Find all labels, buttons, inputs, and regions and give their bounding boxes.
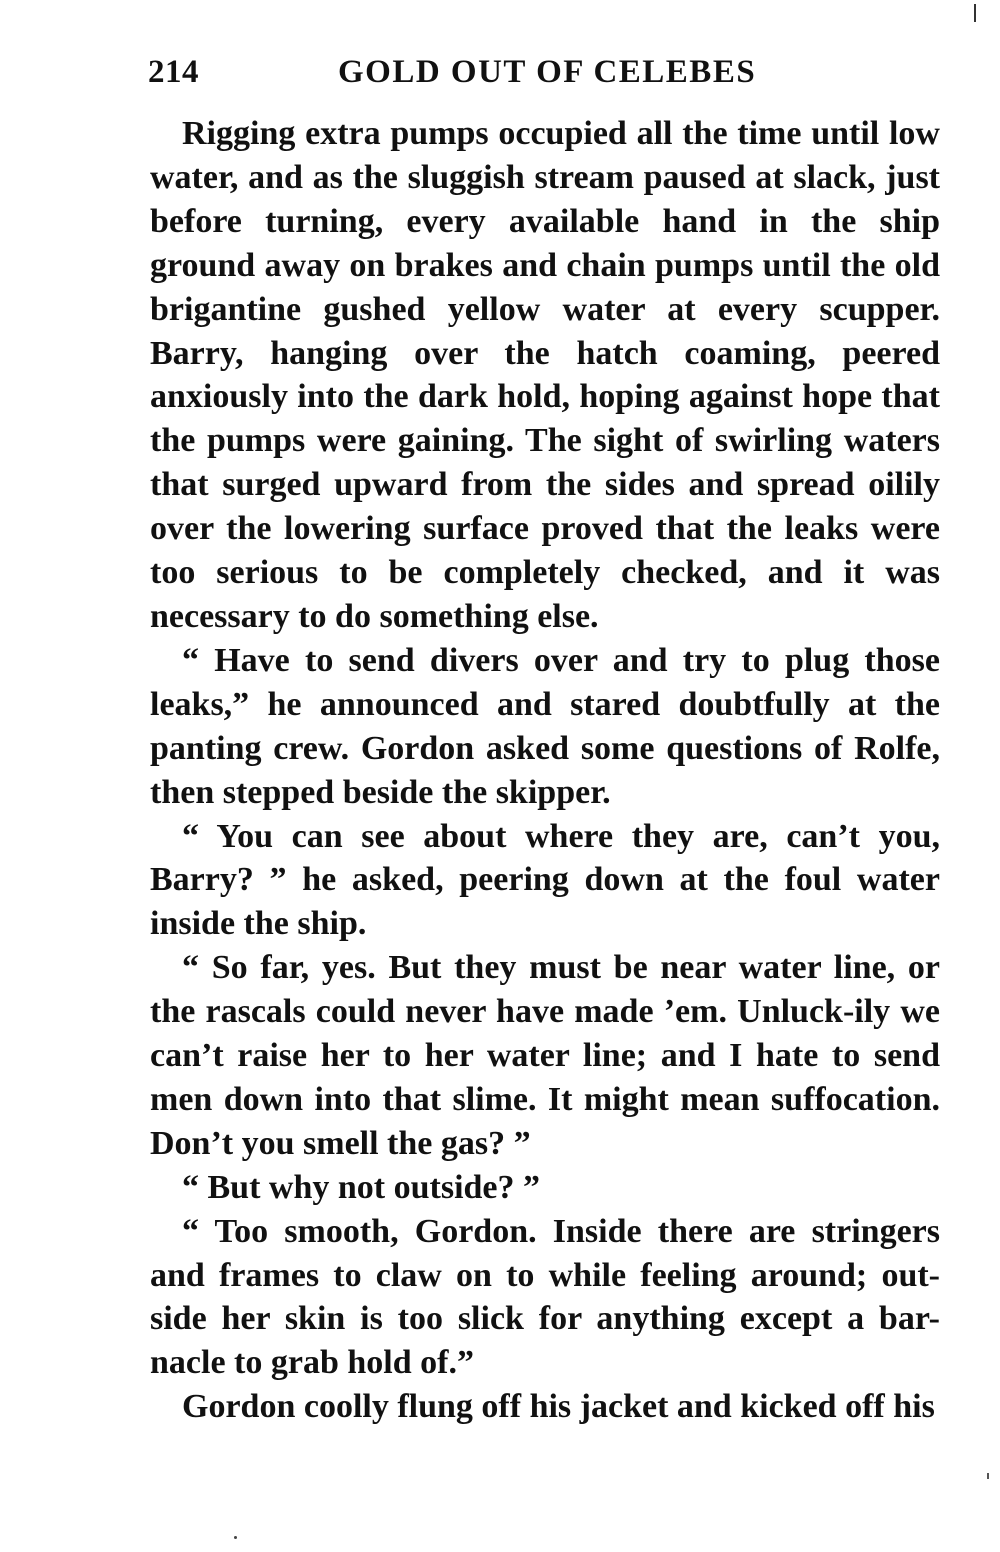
- paragraph: Rigging extra pumps occupied all the time until low water, and as the sluggish stream paused at slack, just before turning, every available hand in the ship ground away on brakes and chain pumps until the old brigantine gushed yellow water at every scupper. Barry, hanging over the hatch coaming, peered anxiously into the dark hold, hoping against hope that the pumps were gaining. The sight of swirling waters that surged upward from the sides and spread oilily over the lowering surface proved that the leaks were too serious to be completely checked, and it was necessary to do something else.: [150, 115, 940, 635]
- page-header: [148, 50, 940, 100]
- running-head: GOLD OUT OF CELEBES: [338, 54, 757, 90]
- paragraph: “ You can see about where they are, can’t you, Barry? ” he asked, peering down at the foul water inside the ship.: [150, 817, 940, 943]
- scan-mark: [987, 1473, 989, 1479]
- scan-mark: [234, 1536, 237, 1539]
- paragraph: “ Too smooth, Gordon. Inside there are stringers and frames to claw on to while feeling around; out-side her skin is too slick for anything except a bar-nacle to grab hold of.”: [150, 1212, 940, 1382]
- page-number: 214: [148, 54, 199, 90]
- paragraph: “ Have to send divers over and try to plug those leaks,” he announced and stared doubtfully at the panting crew. Gordon asked some questions of Rolfe, then stepped beside the skipper.: [150, 641, 940, 811]
- paragraph: “ So far, yes. But they must be near water line, or the rascals could never have made ’em. Unluck-ily we can’t raise her to her water line; and I hate to send men down into that slime. It might mean suffocation. Don’t you smell the gas? ”: [150, 949, 940, 1162]
- paragraph: “ But why not outside? ”: [182, 1168, 541, 1206]
- paragraph: Gordon coolly flung off his jacket and kicked off his: [182, 1388, 935, 1426]
- body-text: [150, 112, 940, 1429]
- scan-mark: [974, 4, 976, 22]
